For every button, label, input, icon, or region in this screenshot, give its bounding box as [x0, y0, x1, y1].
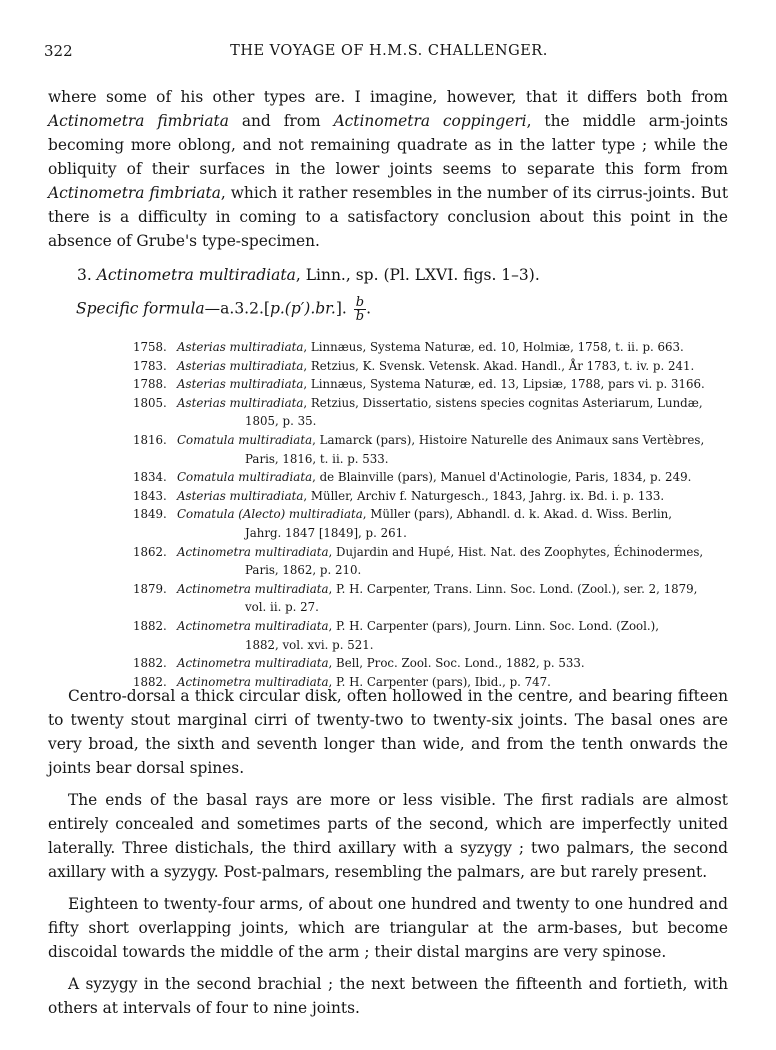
- synonym-name: Comatula multiradiata: [177, 470, 313, 485]
- synonym-name: Actinometra multiradiata: [177, 544, 329, 559]
- synonym-reference: , P. H. Carpenter, Trans. Linn. Soc. Lond. (Zool.), ser. 2, 1879,: [328, 581, 698, 596]
- description-paragraph: Centro-dorsal a thick circular disk, often hollowed in the centre, and bearing fifteen to twenty stout marginal cirri of twenty-two to twenty-six joints. The basal ones are very broad, the sixth and seventh longer than wide, and from the tenth onwards the joints bear dorsal spines.: [48, 687, 728, 777]
- synonym-name: Asterias multiradiata: [177, 340, 304, 354]
- synonym-entry: [133, 487, 731, 506]
- formula-fraction: $\frac{b}{b}$: [355, 295, 365, 324]
- synonym-year: 1879.: [133, 581, 167, 596]
- synonym-name: Comatula (Alecto) multiradiata: [177, 507, 363, 522]
- synonym-reference: , Retzius, Dissertatio, sistens species cognitas Asteriarum, Lundæ,: [303, 395, 703, 410]
- synonym-continuation: 1882, vol. xvi. p. 521.: [245, 637, 374, 652]
- synonym-reference: , Dujardin and Hupé, Hist. Nat. des Zoophytes, Échinodermes,: [328, 544, 704, 559]
- synonym-reference: , Retzius, K. Svensk. Vetensk. Akad. Handl., År 1783, t. iv. p. 241.: [303, 358, 695, 373]
- synonym-entry: [133, 580, 731, 617]
- formula-label: Specific formula: [76, 299, 205, 318]
- synonym-reference: , P. H. Carpenter (pars), Ibid., p. 747.: [328, 674, 551, 689]
- synonym-name: Actinometra multiradiata: [177, 674, 329, 689]
- synonym-year: 1882.: [133, 618, 167, 633]
- synonym-year: 1788.: [133, 377, 167, 392]
- synonym-year: 1805.: [133, 395, 167, 410]
- synonym-name: Actinometra multiradiata: [177, 581, 329, 596]
- synonymy-list: [133, 338, 731, 691]
- synonym-year: 1758.: [133, 340, 167, 354]
- synonym-year: 1882.: [133, 674, 167, 689]
- running-title: THE VOYAGE OF H.M.S. CHALLENGER.: [230, 43, 548, 59]
- synonym-year: 1882.: [133, 656, 167, 671]
- description-paragraph: The ends of the basal rays are more or less visible. The first radials are almost entirely concealed and sometimes parts of the second, which are imperfectly united laterally. Three distichals, the third axillary with a syzygy ; two palmars, the second axillary with a syzygy. Post-palmars, resembling the palmars, are but rarely present.: [48, 791, 728, 881]
- synonym-continuation: Paris, 1816, t. ii. p. 533.: [245, 451, 389, 466]
- description-paragraph: A syzygy in the second brachial ; the next between the fifteenth and fortieth, with others at intervals of four to nine joints.: [48, 975, 728, 1017]
- synonym-entry: [133, 394, 731, 431]
- synonym-entry: [133, 468, 731, 487]
- synonym-entry: [133, 338, 731, 357]
- synonym-reference: , Lamarck (pars), Histoire Naturelle des Animaux sans Vertèbres,: [312, 432, 705, 447]
- synonym-entry: [133, 617, 731, 654]
- synonym-year: 1862.: [133, 544, 167, 559]
- synonym-continuation: vol. ii. p. 27.: [245, 600, 319, 615]
- description-section: [48, 684, 728, 1028]
- species-heading: 3. Actinometra multiradiata, Linn., sp. (Pl. LXVI. figs. 1–3).: [77, 266, 540, 284]
- species-name: Actinometra multiradiata: [96, 266, 296, 284]
- synonym-name: Asterias multiradiata: [177, 377, 304, 392]
- synonym-reference: , Linnæus, Systema Naturæ, ed. 13, Lipsiæ, 1788, pars vi. p. 3166.: [303, 377, 705, 392]
- synonym-reference: , Linnæus, Systema Naturæ, ed. 10, Holmiæ, 1758, t. ii. p. 663.: [303, 340, 684, 354]
- page-header: [44, 42, 734, 62]
- synonym-reference: , Müller (pars), Abhandl. d. k. Akad. d. Wiss. Berlin,: [362, 507, 672, 522]
- synonym-reference: , Bell, Proc. Zool. Soc. Lond., 1882, p. 533.: [328, 656, 585, 671]
- synonym-year: 1843.: [133, 488, 167, 503]
- synonym-year: 1816.: [133, 432, 167, 447]
- synonym-year: 1834.: [133, 470, 167, 485]
- synonym-continuation: Jahrg. 1847 [1849], p. 261.: [245, 525, 407, 540]
- synonym-reference: , P. H. Carpenter (pars), Journ. Linn. Soc. Lond. (Zool.),: [328, 618, 660, 633]
- synonym-name: Asterias multiradiata: [177, 488, 304, 503]
- specific-formula: Specific formula—a.3.2.[p.(p′).br.]. $\frac{b}{b}$ .: [76, 295, 372, 324]
- synonym-name: Comatula multiradiata: [177, 432, 313, 447]
- synonym-name: Actinometra multiradiata: [177, 618, 329, 633]
- synonym-year: 1849.: [133, 507, 167, 522]
- synonym-entry: [133, 543, 731, 580]
- synonym-entry: [133, 654, 731, 673]
- synonym-entry: [133, 505, 731, 542]
- synonym-entry: [133, 375, 731, 394]
- synonym-reference: , Müller, Archiv f. Naturgesch., 1843, Jahrg. ix. Bd. i. p. 133.: [303, 488, 665, 503]
- synonym-continuation: Paris, 1862, p. 210.: [245, 563, 362, 578]
- synonym-name: Asterias multiradiata: [177, 395, 304, 410]
- synonym-entry: [133, 431, 731, 468]
- synonym-entry: [133, 357, 731, 376]
- synonym-continuation: 1805, p. 35.: [245, 414, 317, 429]
- synonym-name: Asterias multiradiata: [177, 358, 304, 373]
- intro-paragraph: where some of his other types are. I imagine, however, that it differs both from Actinometra fimbriata and from Actinometra coppingeri, the middle arm-joints becoming more oblong, and not remaining quadrate as in the latter type ; while the obliquity of their surfaces in the lower joints seems to separate this form from Actinometra fimbriata, which it rather resembles in the number of its cirrus-joints. But there is a difficulty in coming to a satisfactory conclusion about this point in the absence of Grube's type-specimen.: [48, 88, 729, 250]
- page-number: 322: [44, 42, 73, 60]
- synonym-reference: , de Blainville (pars), Manuel d'Actinologie, Paris, 1834, p. 249.: [312, 470, 692, 485]
- synonym-name: Actinometra multiradiata: [177, 656, 329, 671]
- synonym-year: 1783.: [133, 358, 167, 373]
- description-paragraph: Eighteen to twenty-four arms, of about one hundred and twenty to one hundred and fifty short overlapping joints, which are triangular at the arm-bases, but become discoidal towards the middle of the arm ; their distal margins are very spinose.: [48, 895, 728, 961]
